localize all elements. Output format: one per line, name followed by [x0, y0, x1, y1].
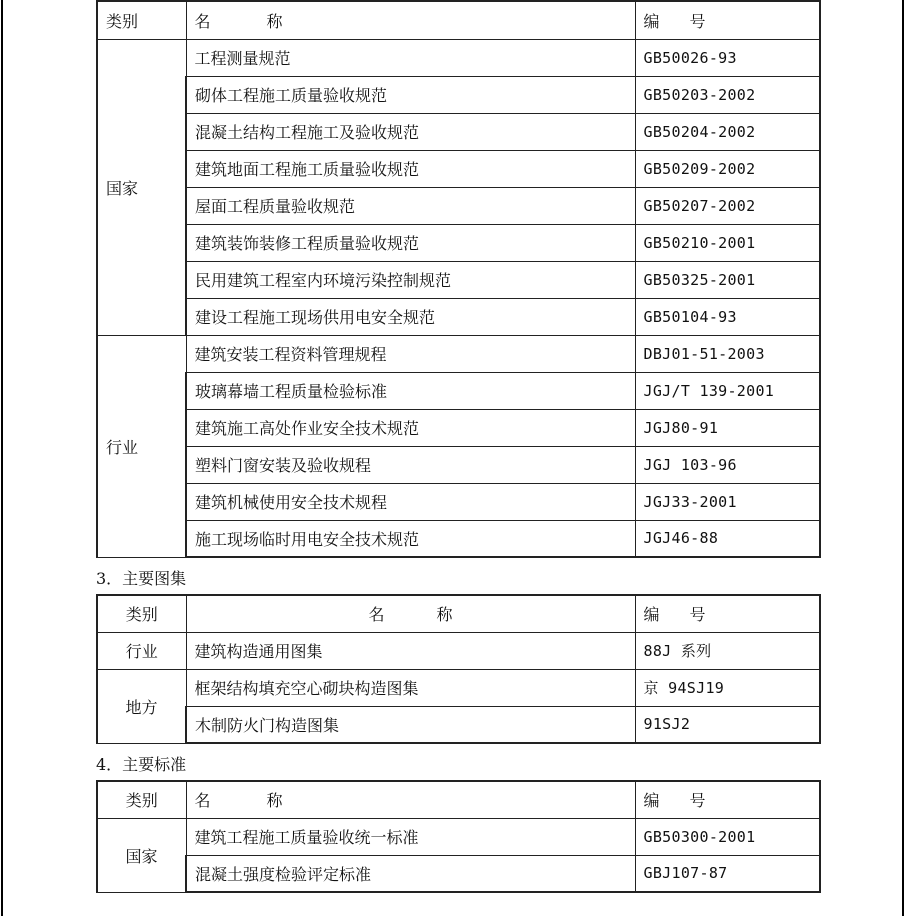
table-row: [97, 298, 820, 335]
table-row: [97, 187, 820, 224]
standard-name: 建设工程施工现场供用电安全规范: [186, 298, 635, 335]
table-row: [97, 76, 820, 113]
table-row: [97, 150, 820, 187]
header-name: [186, 595, 635, 632]
standard-name: 建筑施工高处作业安全技术规范: [186, 409, 635, 446]
atlas-name: 框架结构填充空心砌块构造图集: [186, 669, 635, 706]
section-title-standards: 4．主要标准: [96, 755, 187, 774]
category-cell: 地方: [97, 669, 186, 743]
table-row: [97, 706, 820, 743]
standard-name: 建筑安装工程资料管理规程: [186, 335, 635, 372]
table-row: [97, 409, 820, 446]
atlas-code: 88J 系列: [635, 632, 820, 669]
standard-code: GB50207-2002: [635, 187, 820, 224]
table-row: [97, 669, 820, 706]
table-row: [97, 335, 820, 372]
header-name-char-1: 名: [194, 11, 211, 31]
header-code: [635, 595, 820, 632]
standard-name: 玻璃幕墙工程质量检验标准: [186, 372, 635, 409]
standard-code: GB50203-2002: [635, 76, 820, 113]
header-code: [635, 781, 820, 818]
atlas-table: [96, 594, 821, 744]
standard-code: GB50209-2002: [635, 150, 820, 187]
standard-name: 工程测量规范: [186, 39, 635, 76]
table-row: [97, 261, 820, 298]
header-name: [186, 1, 635, 39]
standard-name: 建筑装饰装修工程质量验收规范: [186, 224, 635, 261]
atlas-code: 91SJ2: [635, 706, 820, 743]
header-category: 类别: [97, 1, 186, 39]
header-name-char-2: 称: [436, 605, 453, 625]
table-header-row: [97, 781, 820, 818]
standard-name: 建筑机械使用安全技术规程: [186, 483, 635, 520]
atlas-name: 木制防火门构造图集: [186, 706, 635, 743]
standard-code: GBJ107-87: [635, 855, 820, 892]
header-category: 类别: [97, 595, 186, 632]
standard-code: GB50104-93: [635, 298, 820, 335]
standard-code: JGJ46-88: [635, 520, 820, 557]
standard-code: GB50204-2002: [635, 113, 820, 150]
category-cell: 国家: [97, 818, 186, 892]
table-row: [97, 113, 820, 150]
header-name-char-2: 称: [266, 791, 283, 811]
header-code: [635, 1, 820, 39]
header-name-char-2: 称: [266, 11, 283, 31]
standard-name: 砌体工程施工质量验收规范: [186, 76, 635, 113]
table-row: [97, 520, 820, 557]
standard-name: 屋面工程质量验收规范: [186, 187, 635, 224]
standard-code: DBJ01-51-2003: [635, 335, 820, 372]
standard-name: 施工现场临时用电安全技术规范: [186, 520, 635, 557]
standard-name: 混凝土结构工程施工及验收规范: [186, 113, 635, 150]
table-row: [97, 632, 820, 669]
standard-name: 建筑工程施工质量验收统一标准: [186, 818, 635, 855]
standard-name: 建筑地面工程施工质量验收规范: [186, 150, 635, 187]
standard-name: 塑料门窗安装及验收规程: [186, 446, 635, 483]
header-name-char-1: 名: [194, 791, 211, 811]
table-row: [97, 39, 820, 76]
standard-code: GB50325-2001: [635, 261, 820, 298]
page-left-border: [1, 0, 3, 916]
header-code-char-2: 号: [689, 791, 706, 811]
standard-code: JGJ33-2001: [635, 483, 820, 520]
header-name-char-1: 名: [368, 605, 385, 625]
header-code-char-1: 编: [643, 791, 660, 811]
table-row: [97, 818, 820, 855]
table-row: [97, 855, 820, 892]
header-category: 类别: [97, 781, 186, 818]
standard-name: 混凝土强度检验评定标准: [186, 855, 635, 892]
header-code-char-1: 编: [643, 605, 660, 625]
section-title-atlases: 3．主要图集: [96, 569, 187, 588]
atlas-code: 京 94SJ19: [635, 669, 820, 706]
standard-code: JGJ80-91: [635, 409, 820, 446]
table-header-row: [97, 1, 820, 39]
category-cell: 行业: [97, 335, 186, 557]
standard-code: GB50026-93: [635, 39, 820, 76]
standards-table-specifications: [96, 0, 821, 558]
standard-code: GB50210-2001: [635, 224, 820, 261]
table-row: [97, 483, 820, 520]
table-header-row: [97, 595, 820, 632]
standard-code: GB50300-2001: [635, 818, 820, 855]
table-row: [97, 372, 820, 409]
header-name: [186, 781, 635, 818]
category-cell: 行业: [97, 632, 186, 669]
table-row: [97, 224, 820, 261]
header-code-char-2: 号: [689, 605, 706, 625]
table-row: [97, 446, 820, 483]
standard-name: 民用建筑工程室内环境污染控制规范: [186, 261, 635, 298]
category-cell: 国家: [97, 39, 186, 335]
standard-code: JGJ 103-96: [635, 446, 820, 483]
header-code-char-2: 号: [689, 11, 706, 31]
header-code-char-1: 编: [643, 11, 660, 31]
atlas-name: 建筑构造通用图集: [186, 632, 635, 669]
main-standards-table: [96, 780, 821, 893]
standard-code: JGJ/T 139-2001: [635, 372, 820, 409]
page-right-border: [902, 0, 904, 916]
